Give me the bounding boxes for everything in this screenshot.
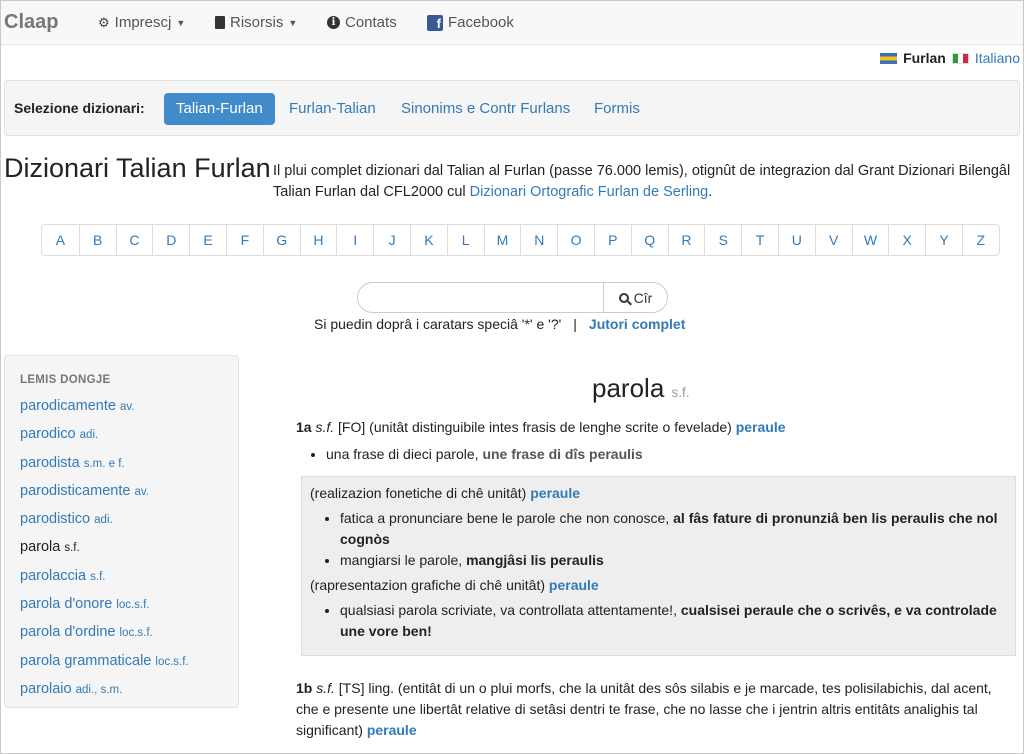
sidebar-word-item[interactable] (20, 596, 189, 624)
entry-headword (592, 373, 690, 404)
alphabet-pagination (41, 224, 1000, 256)
example-item (340, 550, 1007, 571)
letter-link-k[interactable]: K (410, 225, 447, 255)
search-hint-text: Si puedin doprâ i caratars speciâ '*' e '?' (314, 316, 562, 332)
example-list (310, 508, 1007, 571)
sense-pos: s.f. (315, 419, 335, 435)
headword-text: parola (592, 373, 665, 403)
sidebar-word[interactable]: parolaio (20, 680, 72, 697)
example-list (310, 600, 1007, 642)
sense-definition: (unitât distinguibile intes frasis de lenghe scrite o fevelade) (369, 419, 732, 435)
sidebar-word-pos: av. (119, 401, 135, 413)
nav-risorsis-dropdown[interactable] (215, 14, 297, 31)
selection-label: Selezione dizionari: (14, 100, 145, 116)
example-list (296, 444, 1016, 465)
nav-facebook-label: Facebook (448, 14, 514, 31)
subdef-1: (realizazion fonetiche di chê unitât) (310, 485, 527, 501)
sidebar-word-item[interactable] (20, 398, 189, 426)
letter-link-t[interactable]: T (741, 225, 778, 255)
nav-contats-label: Contats (345, 14, 397, 31)
dictionary-selection-bar (4, 80, 1020, 136)
letter-link-s[interactable]: S (704, 225, 741, 255)
book-icon (215, 16, 225, 29)
translation-link[interactable]: peraule (366, 722, 417, 738)
example-item (326, 444, 1016, 465)
letter-link-o[interactable]: O (557, 225, 594, 255)
language-switcher (880, 50, 1020, 66)
example-italian: una frase di dieci parole, (326, 446, 479, 462)
sidebar-word[interactable]: parodistico (20, 511, 91, 528)
dict-tab-talian-furlan[interactable]: Talian-Furlan (164, 93, 275, 125)
sidebar-word-pos: s.f. (90, 570, 106, 583)
letter-link-y[interactable]: Y (925, 225, 962, 255)
help-link[interactable]: Jutori complet (588, 316, 686, 332)
sense-subdefinitions-box (301, 476, 1016, 656)
brand-logo[interactable]: Claap (4, 11, 59, 33)
sidebar-word-pos: s.m. e f. (83, 457, 125, 470)
sense-label: [FO] (338, 419, 366, 435)
sidebar-word-item[interactable] (20, 511, 189, 539)
example-italian: mangiarsi le parole, (340, 552, 463, 568)
top-navbar (1, 1, 1023, 45)
example-item (340, 600, 1007, 642)
letter-link-q[interactable]: Q (631, 225, 668, 255)
sense-1a (296, 417, 1016, 465)
translation-link[interactable]: peraule (548, 577, 599, 593)
page-title: Dizionari Talian Furlan (4, 153, 271, 183)
sidebar-word-item[interactable] (20, 426, 189, 454)
gear-icon: ⚙ (98, 14, 110, 30)
sense-label: [TS] (338, 680, 365, 696)
letter-link-z[interactable]: Z (962, 225, 999, 255)
caret-down-icon: ▼ (176, 17, 186, 28)
sidebar-word-pos: adi. (94, 514, 113, 527)
nearby-words-sidebar (4, 355, 239, 708)
sidebar-word-pos: loc.s.f. (155, 655, 189, 668)
letter-link-f[interactable]: F (226, 225, 263, 255)
search-group (357, 282, 668, 313)
sidebar-word[interactable]: parola d'onore (20, 596, 113, 613)
example-friulian: cualsisei peraule che o scrivês, e va controlade une vore ben! (340, 602, 997, 639)
sidebar-word-item[interactable] (20, 653, 189, 681)
letter-link-u[interactable]: U (778, 225, 815, 255)
example-friulian: une frase di dîs peraulis (482, 446, 643, 462)
dict-tab-sinonims[interactable]: Sinonims e Contr Furlans (401, 100, 571, 117)
letter-link-x[interactable]: X (888, 225, 925, 255)
sense-number: 1b (296, 680, 313, 696)
letter-link-g[interactable]: G (263, 225, 300, 255)
subdef-2: (rapresentazion grafiche di chê unitât) (310, 577, 546, 593)
example-item (340, 508, 1007, 550)
caret-down-icon: ▼ (288, 17, 298, 28)
letter-link-b[interactable]: B (79, 225, 116, 255)
letter-link-j[interactable]: J (373, 225, 410, 255)
sense-1b (296, 678, 1018, 741)
italian-flag-icon (952, 53, 969, 64)
sidebar-word[interactable]: parola grammaticale (20, 652, 152, 669)
nav-imprescj-label: Imprescj (114, 14, 172, 31)
dict-tab-furlan-talian[interactable]: Furlan-Talian (289, 100, 376, 117)
sidebar-word-item[interactable] (20, 455, 189, 483)
example-friulian: al fâs fature di pronunziâ ben lis peraulis che nol cognòs (340, 510, 998, 547)
letter-link-r[interactable]: R (668, 225, 705, 255)
search-icon (619, 293, 629, 303)
letter-link-i[interactable]: I (336, 225, 373, 255)
nav-risorsis-label: Risorsis (230, 14, 284, 31)
sidebar-word-pos: s.f. (64, 542, 80, 555)
sidebar-list (20, 398, 189, 709)
letter-link-w[interactable]: W (852, 225, 889, 255)
sidebar-word-pos: loc.s.f. (119, 627, 153, 640)
sidebar-word-pos: adi., s.m. (75, 683, 123, 696)
letter-link-l[interactable]: L (447, 225, 484, 255)
letter-link-h[interactable]: H (300, 225, 337, 255)
sidebar-word: parola (20, 539, 61, 556)
example-italian: fatica a pronunciare bene le parole che non conosce, (340, 510, 670, 526)
sidebar-word-item (20, 539, 189, 567)
info-icon: i (327, 16, 340, 29)
search-button[interactable] (603, 282, 668, 313)
search-input[interactable] (357, 282, 603, 313)
intro-end: . (708, 184, 713, 200)
headword-pos: s.f. (671, 385, 690, 400)
sidebar-word[interactable]: parodisticamente (20, 482, 131, 499)
sidebar-word[interactable]: parodista (20, 454, 80, 471)
intro-text (273, 161, 1023, 203)
example-friulian: mangjâsi lis peraulis (466, 552, 604, 568)
dict-tab-formis[interactable]: Formis (594, 100, 640, 117)
nav-imprescj-dropdown[interactable] (98, 14, 185, 31)
translation-link[interactable]: peraule (530, 485, 581, 501)
example-italian: qualsiasi parola scriviate, va controllata attentamente!, (340, 602, 677, 618)
sense-pos: s.f. (316, 680, 335, 696)
letter-link-a[interactable]: A (55, 232, 66, 248)
sidebar-heading: LEMIS DONGJE (20, 374, 111, 386)
sidebar-word-item[interactable] (20, 624, 189, 652)
sidebar-word-pos: av. (134, 485, 149, 498)
sidebar-word[interactable]: parola d'ordine (20, 624, 116, 641)
intro-body: Il plui complet dizionari dal Talian al Furlan (passe 76.000 lemis), otignût de integrazion dal Grant Dizionari Bilengâl Talian Furlan dal CFL2000 cul (273, 163, 1011, 200)
letter-link-p[interactable]: P (594, 225, 631, 255)
sidebar-word-item[interactable] (20, 568, 189, 596)
sidebar-word-pos: adi. (79, 429, 99, 442)
nav-facebook-link[interactable] (427, 14, 514, 31)
search-hint (314, 316, 685, 332)
sense-definition: ling. (entitât di un o plui morfs, che la unitât des sôs silabis e je marcade, tes polisilabichis, dal acent, che e presente une libertât relative di setâsi dentri te frase, che no lasse che i jentrin altris entitâts analighis tal significant) (296, 680, 992, 738)
search-button-label: Cîr (633, 289, 653, 306)
hint-separator: | (573, 316, 577, 332)
sidebar-word-pos: loc.s.f. (116, 599, 150, 612)
sidebar-word[interactable]: parolaccia (20, 567, 87, 584)
letter-link-c[interactable]: C (116, 225, 153, 255)
dizionari-ortografic-link[interactable]: Dizionari Ortografic Furlan de Serling (469, 184, 709, 200)
letter-link-d[interactable]: D (152, 225, 189, 255)
letter-link-e[interactable]: E (189, 225, 226, 255)
letter-link-v[interactable]: V (815, 225, 852, 255)
letter-link-m[interactable]: M (484, 225, 521, 255)
sense-number: 1a (296, 419, 312, 435)
sidebar-word-item[interactable] (20, 483, 189, 511)
language-furlan[interactable]: Furlan (903, 50, 946, 66)
facebook-icon: f (427, 15, 443, 31)
nav-contats-link[interactable] (327, 14, 397, 31)
letter-link-n[interactable]: N (520, 225, 557, 255)
friulian-flag-icon (880, 53, 897, 64)
sidebar-word-item[interactable] (20, 681, 189, 709)
sidebar-word[interactable]: parodico (20, 426, 76, 443)
sidebar-word[interactable]: parodicamente (20, 398, 116, 414)
translation-link[interactable]: peraule (735, 419, 786, 435)
language-italiano-link[interactable]: Italiano (974, 50, 1020, 66)
